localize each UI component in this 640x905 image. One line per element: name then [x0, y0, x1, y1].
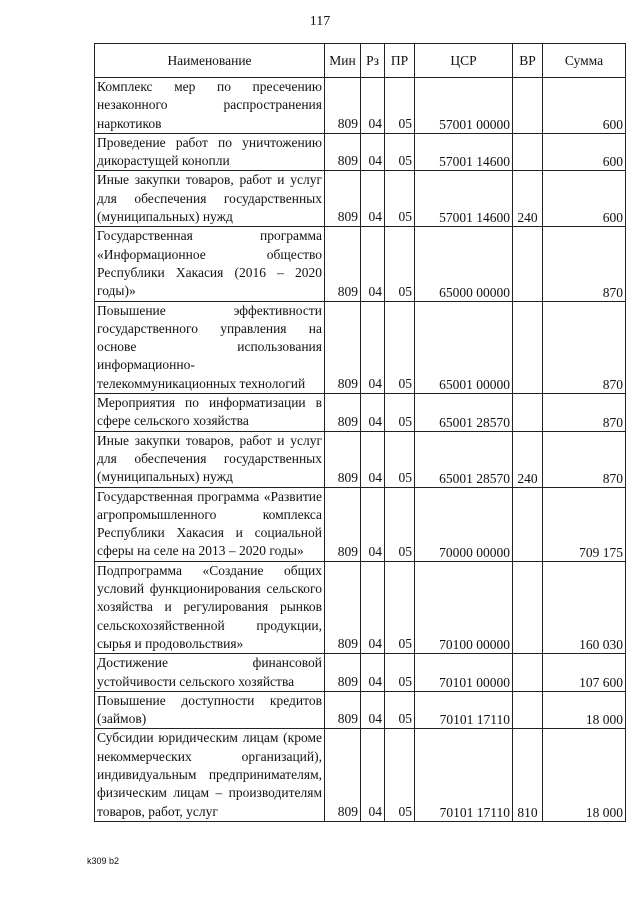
table-row: [95, 301, 626, 393]
row-csr: 70100 00000: [415, 561, 513, 653]
row-min: 809: [325, 431, 361, 487]
row-csr: 65001 28570: [415, 394, 513, 432]
row-pr: 05: [385, 654, 415, 692]
row-csr: 65000 00000: [415, 227, 513, 301]
table-header-row: [95, 44, 626, 78]
row-pr: 05: [385, 691, 415, 729]
table-row: [95, 487, 626, 561]
row-name: Подпрограмма «Создание общих условий функционирования сельского хозяйства и регулирования рынков сельскохозяйственной продукции, сырья и продовольствия»: [95, 561, 325, 653]
row-rz: 04: [361, 78, 385, 134]
row-sum: 160 030: [543, 561, 626, 653]
row-rz: 04: [361, 654, 385, 692]
table-row: [95, 394, 626, 432]
header-pr: ПР: [385, 44, 415, 78]
row-min: 809: [325, 78, 361, 134]
row-rz: 04: [361, 227, 385, 301]
row-sum: 709 175: [543, 487, 626, 561]
row-vr: [513, 227, 543, 301]
row-min: 809: [325, 691, 361, 729]
row-name: Повышение доступности кредитов (займов): [95, 691, 325, 729]
row-min: 809: [325, 729, 361, 821]
budget-table: [94, 43, 626, 822]
row-rz: 04: [361, 487, 385, 561]
row-rz: 04: [361, 431, 385, 487]
row-csr: 70000 00000: [415, 487, 513, 561]
row-csr: 65001 28570: [415, 431, 513, 487]
row-vr: [513, 654, 543, 692]
row-rz: 04: [361, 301, 385, 393]
row-rz: 04: [361, 171, 385, 227]
row-pr: 05: [385, 171, 415, 227]
row-vr: [513, 133, 543, 171]
page-number: 117: [309, 14, 331, 29]
row-csr: 65001 00000: [415, 301, 513, 393]
row-sum: 600: [543, 78, 626, 134]
table-row: [95, 78, 626, 134]
row-vr: [513, 78, 543, 134]
row-rz: 04: [361, 133, 385, 171]
row-min: 809: [325, 301, 361, 393]
row-sum: 870: [543, 431, 626, 487]
row-name: Государственная программа «Информационное общество Республики Хакасия (2016 – 2020 годы)»: [95, 227, 325, 301]
row-csr: 57001 14600: [415, 133, 513, 171]
table-row: [95, 654, 626, 692]
row-csr: 70101 17110: [415, 729, 513, 821]
table-row: [95, 227, 626, 301]
row-rz: 04: [361, 729, 385, 821]
row-name: Иные закупки товаров, работ и услуг для обеспечения государственных (муниципальных) нужд: [95, 171, 325, 227]
row-name: Государственная программа «Развитие агропромышленного комплекса Республики Хакасия и социальной сферы на селе на 2013 – 2020 годы»: [95, 487, 325, 561]
row-sum: 600: [543, 133, 626, 171]
row-min: 809: [325, 561, 361, 653]
row-min: 809: [325, 487, 361, 561]
table-row: [95, 691, 626, 729]
row-csr: 70101 17110: [415, 691, 513, 729]
table-row: [95, 133, 626, 171]
row-sum: 870: [543, 394, 626, 432]
row-name: Проведение работ по уничтожению дикорастущей конопли: [95, 133, 325, 171]
row-name: Мероприятия по информатизации в сфере сельского хозяйства: [95, 394, 325, 432]
header-min: Мин: [325, 44, 361, 78]
row-name: Повышение эффективности государственного управления на основе использования информационно-телекоммуникационных технологий: [95, 301, 325, 393]
row-sum: 107 600: [543, 654, 626, 692]
row-csr: 70101 00000: [415, 654, 513, 692]
row-sum: 870: [543, 301, 626, 393]
row-vr: 810: [513, 729, 543, 821]
header-csr: ЦСР: [415, 44, 513, 78]
row-csr: 57001 00000: [415, 78, 513, 134]
table-row: [95, 431, 626, 487]
row-rz: 04: [361, 691, 385, 729]
row-pr: 05: [385, 487, 415, 561]
header-sum: Сумма: [543, 44, 626, 78]
row-vr: [513, 691, 543, 729]
row-pr: 05: [385, 431, 415, 487]
row-name: Достижение финансовой устойчивости сельского хозяйства: [95, 654, 325, 692]
row-vr: 240: [513, 431, 543, 487]
row-pr: 05: [385, 561, 415, 653]
header-rz: Рз: [361, 44, 385, 78]
footer-code: k309 b2: [87, 856, 120, 866]
row-pr: 05: [385, 227, 415, 301]
table-row: [95, 729, 626, 821]
row-min: 809: [325, 654, 361, 692]
row-min: 809: [325, 171, 361, 227]
row-min: 809: [325, 394, 361, 432]
row-pr: 05: [385, 729, 415, 821]
row-pr: 05: [385, 78, 415, 134]
row-pr: 05: [385, 301, 415, 393]
header-vr: ВР: [513, 44, 543, 78]
row-pr: 05: [385, 394, 415, 432]
row-sum: 18 000: [543, 691, 626, 729]
row-min: 809: [325, 133, 361, 171]
row-vr: [513, 561, 543, 653]
row-name: Иные закупки товаров, работ и услуг для обеспечения государственных (муниципальных) нужд: [95, 431, 325, 487]
row-sum: 870: [543, 227, 626, 301]
row-vr: [513, 394, 543, 432]
row-csr: 57001 14600: [415, 171, 513, 227]
row-vr: [513, 487, 543, 561]
row-vr: [513, 301, 543, 393]
table-row: [95, 171, 626, 227]
row-name: Комплекс мер по пресечению незаконного распространения наркотиков: [95, 78, 325, 134]
row-min: 809: [325, 227, 361, 301]
row-vr: 240: [513, 171, 543, 227]
row-pr: 05: [385, 133, 415, 171]
row-rz: 04: [361, 394, 385, 432]
row-name: Субсидии юридическим лицам (кроме некоммерческих организаций), индивидуальным предпринимателям, физическим лицам – производителям товаров, работ, услуг: [95, 729, 325, 821]
row-sum: 600: [543, 171, 626, 227]
row-sum: 18 000: [543, 729, 626, 821]
header-name: Наименование: [95, 44, 325, 78]
table-row: [95, 561, 626, 653]
row-rz: 04: [361, 561, 385, 653]
